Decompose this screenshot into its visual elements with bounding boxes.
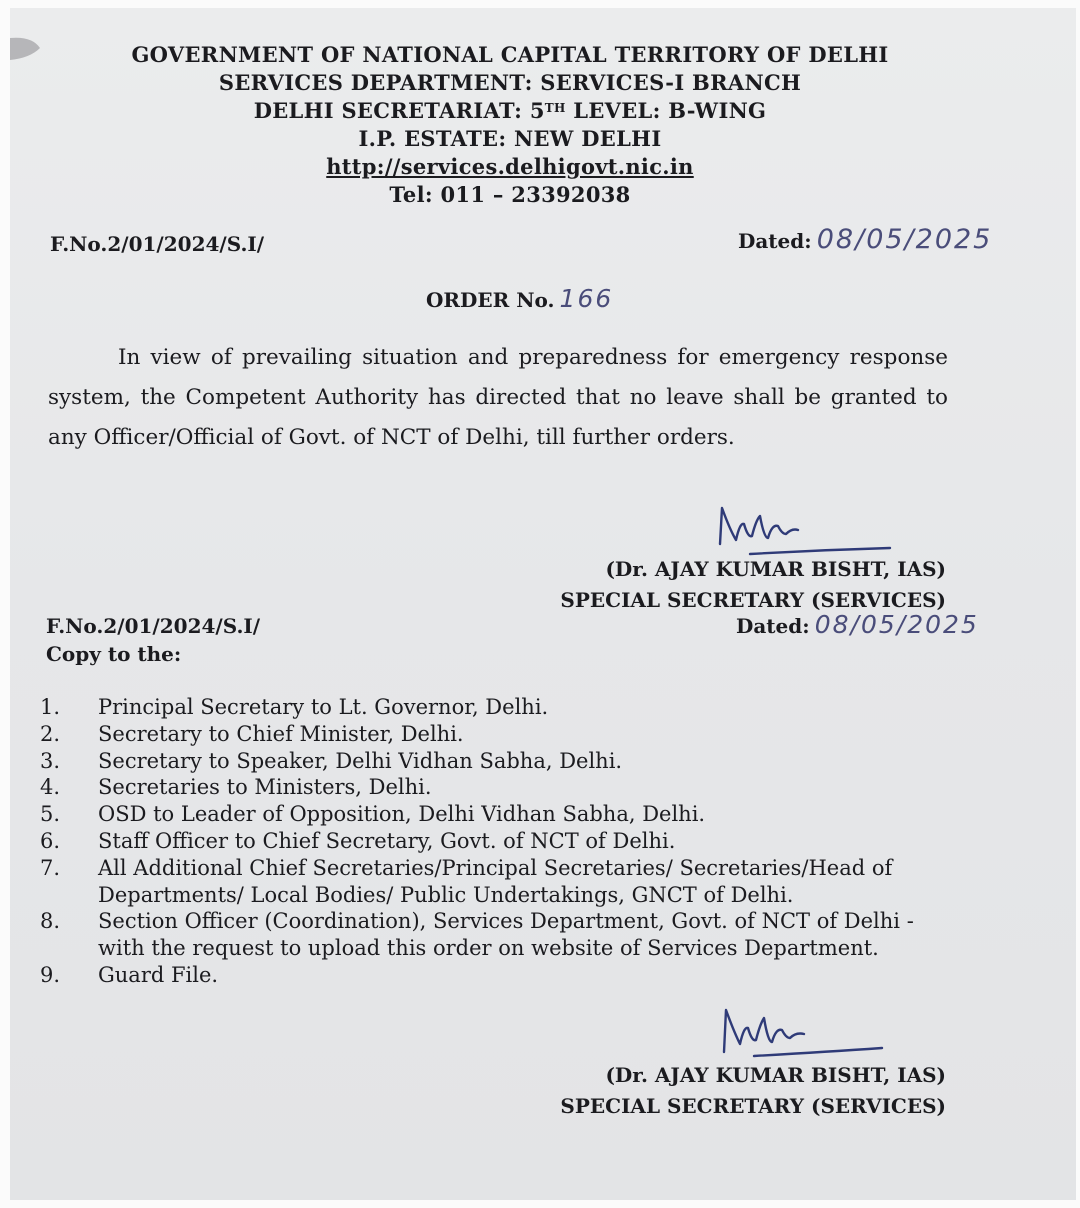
signature-mark — [714, 998, 914, 1068]
copy-date-line — [736, 610, 979, 639]
copy-list-item-number: 8. — [40, 909, 61, 934]
order-handwritten-date: 08/05/2025 — [816, 224, 993, 255]
signatory-block-1 — [410, 554, 946, 616]
copy-list-item — [40, 721, 960, 748]
order-handwritten-number: 166 — [559, 284, 614, 313]
copy-list-item-number: 7. — [40, 855, 61, 880]
order-dated-label: Dated: — [738, 229, 812, 253]
copy-list-item-text: Secretary to Speaker, Delhi Vidhan Sabha, Delhi. — [98, 748, 623, 773]
copy-list-item-text: Guard File. — [98, 962, 219, 987]
copy-list-item-text: All Additional Chief Secretaries/Principal Secretaries/ Secretaries/Head of Departments/ Local Bodies/ Public Undertakings, GNCT of Delhi. — [98, 855, 893, 907]
copy-list-item-number: 2. — [40, 721, 61, 746]
copy-list-item — [40, 774, 960, 801]
copy-list-item — [40, 828, 960, 855]
header-website-link[interactable]: http://services.delhigovt.nic.in — [326, 154, 694, 179]
header-line-secretariat: DELHI SECRETARIAT: 5TH LEVEL: B-WING — [253, 98, 767, 123]
order-number-label: ORDER No. — [426, 288, 555, 312]
copy-list-item-text: OSD to Leader of Opposition, Delhi Vidhan Sabha, Delhi. — [98, 802, 706, 827]
copy-list-item — [40, 801, 960, 828]
copy-list-item — [40, 908, 960, 962]
copy-dated-label: Dated: — [736, 614, 810, 638]
copy-heading: Copy to the: — [46, 642, 182, 666]
copy-list-item — [40, 694, 960, 721]
signatory-designation: SPECIAL SECRETARY (SERVICES) — [560, 1094, 946, 1118]
header-line-government: GOVERNMENT OF NATIONAL CAPITAL TERRITORY OF DELHI — [131, 42, 889, 67]
order-date-line — [738, 224, 992, 255]
copy-list-item-number: 1. — [40, 695, 61, 719]
copy-list — [40, 694, 960, 989]
copy-handwritten-date: 08/05/2025 — [814, 610, 979, 639]
copy-file-number: F.No.2/01/2024/S.I/ — [46, 614, 261, 638]
order-body: In view of prevailing situation and preparedness for emergency response system, the Competent Authority has directed that no leave shall be granted to any Officer/Official of Govt. of NCT of Delhi, till further orders. — [48, 345, 948, 450]
copy-list-item-number: 3. — [40, 748, 61, 773]
signatory-name: (Dr. AJAY KUMAR BISHT, IAS) — [605, 1063, 946, 1087]
order-title — [426, 284, 613, 313]
copy-list-item-number: 5. — [40, 802, 61, 827]
document-page — [10, 8, 1076, 1200]
signatory-designation: SPECIAL SECRETARY (SERVICES) — [560, 588, 946, 612]
copy-list-item — [40, 855, 960, 909]
copy-list-item-text: Section Officer (Coordination), Services Department, Govt. of NCT of Delhi - with the request to upload this order on website of Services Department. — [98, 909, 914, 961]
copy-list-item-number: 6. — [40, 828, 61, 853]
header-telephone: Tel: 011 – 23392038 — [389, 182, 631, 207]
signatory-name: (Dr. AJAY KUMAR BISHT, IAS) — [605, 557, 946, 581]
copy-list-item — [40, 748, 960, 775]
signatory-block-2 — [410, 1060, 946, 1122]
copy-list-item-number: 9. — [40, 962, 61, 987]
copy-list-item-number: 4. — [40, 775, 61, 800]
order-file-number: F.No.2/01/2024/S.I/ — [50, 232, 265, 256]
header-line-estate: I.P. ESTATE: NEW DELHI — [358, 126, 662, 151]
copy-list-item-text: Secretary to Chief Minister, Delhi. — [98, 721, 464, 746]
copy-list-item-text: Secretaries to Ministers, Delhi. — [98, 775, 432, 800]
copy-list-item-text: Staff Officer to Chief Secretary, Govt. of NCT of Delhi. — [98, 828, 676, 853]
header-line-department: SERVICES DEPARTMENT: SERVICES-I BRANCH — [218, 70, 802, 95]
copy-list-item — [40, 962, 960, 989]
copy-list-item-text: Principal Secretary to Lt. Governor, Delhi. — [98, 695, 549, 719]
